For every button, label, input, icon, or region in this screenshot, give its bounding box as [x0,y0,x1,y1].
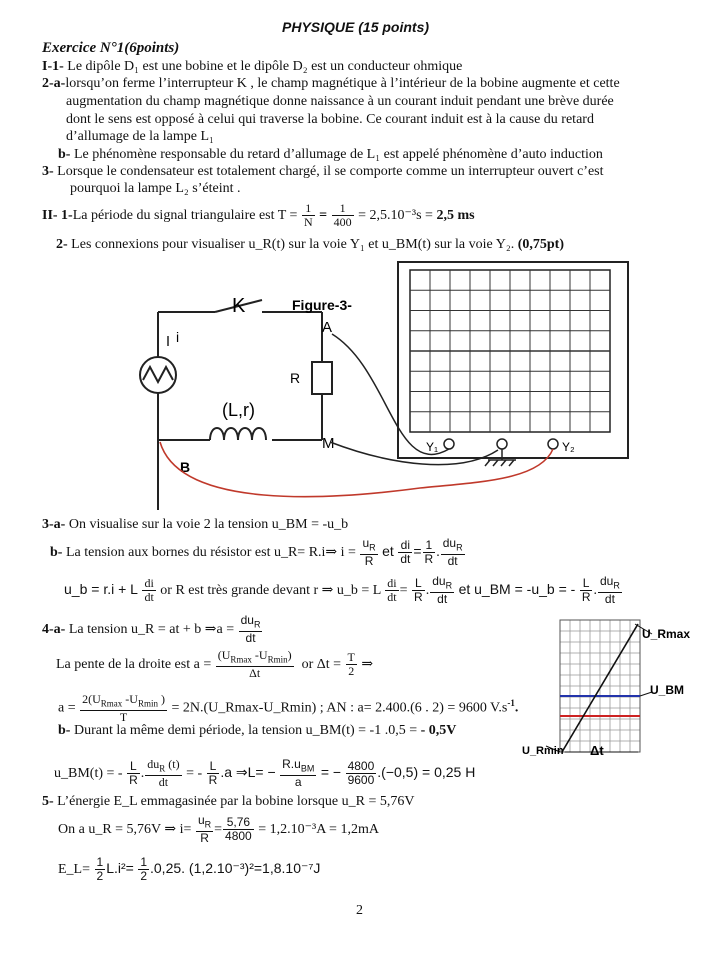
circuit-figure [0,250,720,510]
delta-t-label: Δt [590,743,604,758]
ground-input-icon [497,439,507,449]
ubm-end: .(−0,5) = 0,25 H [377,764,476,780]
ex2-q2-points: (0,75pt) [517,237,564,252]
fraction-numerator: 1 [332,202,354,216]
period-fraction-2 [332,202,354,229]
slope-implies: ⇒ [361,657,374,672]
ub-eq-end: et u_BM = -u_b = - [458,581,576,597]
q5 [42,793,414,810]
calc-unit-exponent: -1 [507,698,515,708]
input-y2-icon [548,439,558,449]
period-result-bold: 2,5 ms [436,208,475,223]
ex2-q2-label: 2- [56,237,68,252]
ex2-q1-label: II- 1- [42,208,73,223]
slope-calculation: a = $\frac{2(U_{Rmax} -U_{Rmin} )}{T}$ = 2N.(U_Rmax-U_Rmin) ; AN : a= 2.400.(6 . 2) = 9600 $V.s^{-1}$. [58,691,519,725]
page-title: PHYSIQUE (15 points) [282,19,430,35]
fraction-denominator: N [303,215,313,230]
urmax-label: U_Rmax [642,627,691,641]
slope-or: or Δt = [301,657,342,672]
ex1-item-3-line-1: Lorsque le condensateur est totalement chargé, il se comporte comme un interrupteur ouvert c’est [57,164,604,179]
input-y2-label: Y₂ [562,440,575,454]
ex1-item-2a-line-3: dont le sens est opposé à celui qui traverse la bobine. Ce courant induit est à la cause du retard [66,112,594,127]
q5-current-end: = 1,2.10⁻³A = 1,2mA [258,822,379,837]
point-m-label: M [322,435,335,452]
input-y1-label: Y₁ [426,440,439,454]
q3b-et: et [382,543,394,559]
q5-energy-mid: L.i²= [106,860,134,876]
calc-an: AN : a= 2.400.(6 . 2) = 9600 V.s [326,700,508,716]
ex1-item-2b-text: Le phénomène responsable du retard d’allumage de L₁ est appelé phénomène d’auto induction [73,147,603,162]
q5-label: 5- [42,794,54,809]
ex1-item-2a [42,75,620,92]
ex2-question-1: II- 1-La période du signal triangulaire est T = $\frac{1}{N}$ = $\frac{1}{400}$ = 2,5.10⁻³s = 2,5 ms [42,201,475,230]
period-fraction-1 [302,202,315,229]
page-number: 2 [356,903,363,918]
q4b-text: Durant la même demi période, la tension u_BM(t) = -1 .0,5 = [73,723,421,738]
ubm-label: U_BM [650,683,685,697]
ex1-item-2b [58,146,603,163]
ub-eq-mid: or R est très grande devant r ⇒ u_b = L [160,583,381,598]
ubm-mid1: = - [186,766,203,781]
q3b-text: La tension aux bornes du résistor est u_R= R.i⇒ i = [65,545,356,560]
ex1-item-1 [42,58,462,75]
resistor-icon [312,362,332,394]
q4b [58,722,456,739]
q3b: b- La tension aux bornes du résistor est u_R= R.i⇒ i = $\frac{u_R}{R}$ et $\frac{di}{dt}$ = $\frac{1}{R}$ . $\frac{du_R}{dt}$ [50,536,463,569]
q4a-text: La tension u_R = at + b ⇒a = [68,621,235,637]
q3b-equals: = [413,543,422,559]
ubm-start: u_BM(t) = - [54,766,123,781]
ex1-item-2a-line-4: d’allumage de la lampe L₁ [66,129,214,144]
ub-eq-start: u_b = r.i + L [64,581,138,597]
q5-current: On a u_R = 5,76V ⇒ i= $\frac{u_R}{R}$ = $\frac{5,76}{4800}$ = 1,2.10⁻³A = 1,2mA [58,813,379,846]
ub-equation: u_b = r.i + L $\frac{di}{dt}$ or R est très grande devant r ⇒ u_b = L $\frac{di}{dt}$ = $\frac{L}{R}$ . $\frac{du_R}{dt}$ et u_BM = -u_b = - $\frac{L}{R}$ . $\frac{du_R}{dt}$ [64,574,620,607]
q3a-text: On visualise sur la voie 2 la tension u_BM = -u_b [68,517,349,532]
q3a [42,516,348,533]
voltage-graph [520,612,720,772]
point-a-label: A [322,319,333,336]
switch-k-label: K [232,295,246,317]
ex2-q2-text: Les connexions pour visualiser u_R(t) sur la voie Y₁ et u_BM(t) sur la voie Y₂. [71,237,515,252]
q4a: 4-a- La tension u_R = at + b ⇒a = $\frac{du_R}{dt}$ [42,613,261,646]
input-y1-icon [444,439,454,449]
ubm-frac-den: 9600 [347,773,375,788]
slope-text: La pente de la droite est a = [56,657,212,672]
figure-caption: Figure-3- [292,297,352,313]
ubm-mid2: .a ⇒L= − [220,764,276,780]
q5-energy-end: .0,25. (1,2.10⁻³)²=1,8.10⁻⁷J [150,860,321,876]
slope-equation: La pente de la droite est a = $\frac{(U_{Rmax} -U_{Rmin})}{\Delta t}$ or Δt = $\frac{T}{2}$ ⇒ [56,648,374,681]
exercise-1-heading: Exercice N°1(6points) [42,40,180,56]
ubm-frac-num: 4800 [347,759,375,774]
resistor-label: R [290,370,301,386]
period-result: = 2,5.10⁻³s = [358,208,437,223]
calc-mid: = 2N.(U_Rmax-U_Rmin) ; [171,700,324,716]
fraction-denominator: 400 [333,215,352,230]
q4b-result: - 0,5V [420,723,457,738]
current-label: i [176,329,180,345]
q3b-label: b- [50,545,63,560]
q5-energy-start: E_L= [58,862,90,877]
q4b-label: b- [58,723,71,738]
coil-icon [210,428,266,440]
ex1-item-2a-label: 2-a- [42,76,66,91]
calc-end: . [514,700,519,716]
q5-text: L’énergie E_L emmagasinée par la bobine lorsque u_R = 5,76V [57,794,415,809]
ex2-q1-text: La période du signal triangulaire est T = [72,208,298,223]
coil-label: (L,r) [222,400,255,420]
ex1-item-2a-line-1: lorsqu’on ferme l’interrupteur K , le champ magnétique à l’intérieur de la bobine augmente et cette [65,76,620,91]
q5-current-start: On a u_R = 5,76V ⇒ i= [58,822,192,837]
ubm-mid3: = − [320,764,342,780]
ex1-item-2b-label: b- [58,147,71,162]
ubm-inductance-equation: u_BM(t) = - $\frac{L}{R}$ . $\frac{du_R (t)}{dt}$ = - $\frac{L}{R}$ .a ⇒L= − $\frac{R.u_{BM}}{a}$ = − $\frac{4800}{9600}$ .(−0,5) = 0,25 H [54,757,476,790]
q5-frac-den: 4800 [225,829,252,844]
point-b-label: B [180,459,191,475]
q4a-label: 4-a- [42,621,66,637]
ex1-item-3-line-2: pourquoi la lampe L₂ s’éteint . [70,181,241,196]
q5-frac-num: 5,76 [223,816,254,830]
q3a-label: 3-a- [42,517,66,532]
ex1-item-1-text: Le dipôle D₁ est une bobine et le dipôle D₂ est un conducteur ohmique [67,59,463,74]
fraction-numerator: 1 [302,202,315,216]
ex1-item-1-label: I-1- [42,59,64,74]
urmin-label: U_Rmin [522,745,564,757]
ex1-item-3 [42,163,604,180]
calc-start: a = [58,700,76,716]
ex1-item-3-label: 3- [42,164,54,179]
ex1-item-2a-line-2: augmentation du champ magnétique donne naissance à un courant induit pendant une brève durée [66,94,614,109]
q5-energy: E_L= $\frac{1}{2}$ L.i²= $\frac{1}{2}$ .0,25. (1,2.10⁻³)²=1,8.10⁻⁷J [58,855,321,884]
